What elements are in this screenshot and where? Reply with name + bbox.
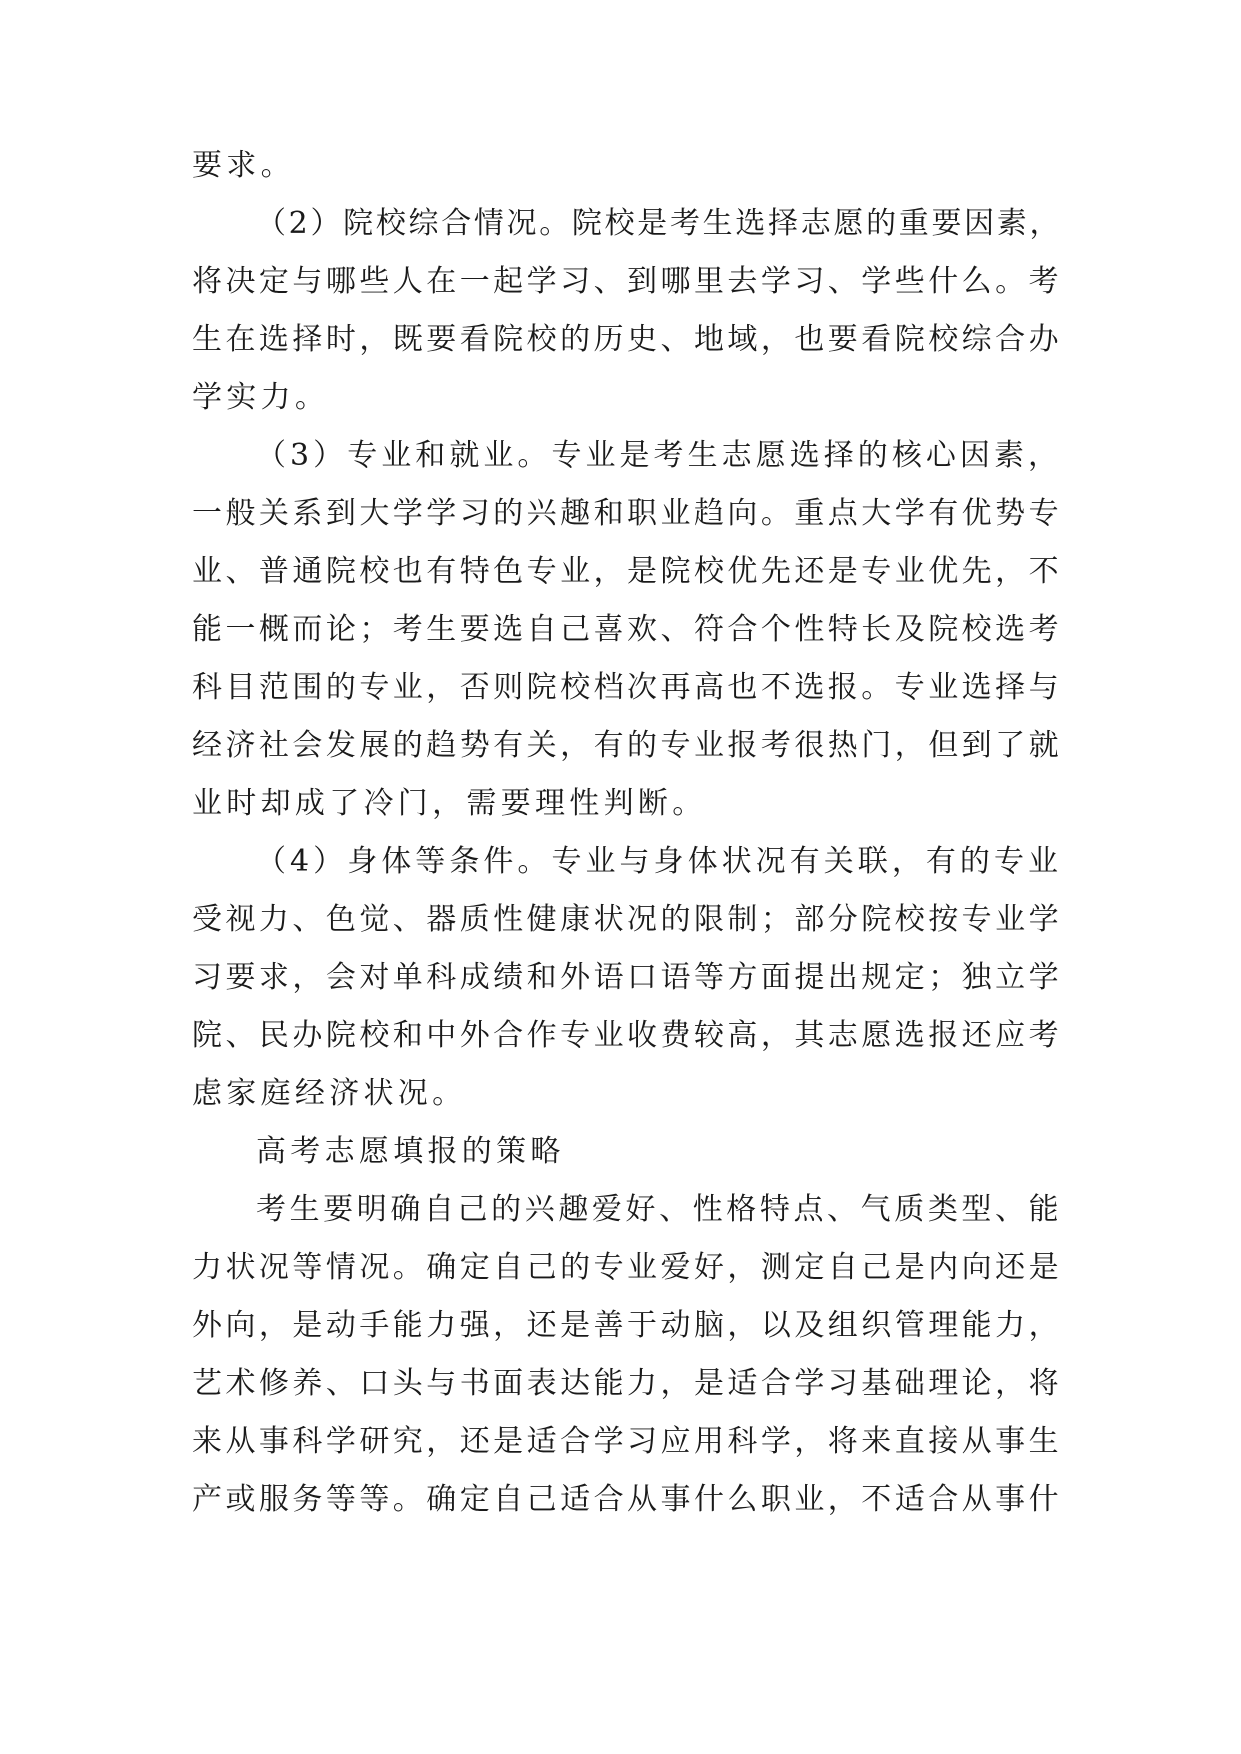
- text-line: 外向，是动手能力强，还是善于动脑，以及组织管理能力，: [192, 1308, 1062, 1343]
- text-line: 院、民办院校和中外合作专业收费较高，其志愿选报还应考: [192, 1018, 1062, 1053]
- text-line: 力状况等情况。确定自己的专业爱好，测定自己是内向还是: [192, 1250, 1062, 1285]
- text-line: 艺术修养、口头与书面表达能力，是适合学习基础理论，将: [192, 1366, 1062, 1401]
- text-line: 业、普通院校也有特色专业，是院校优先还是专业优先，不: [192, 554, 1062, 589]
- section-heading: 高考志愿填报的策略: [256, 1134, 565, 1169]
- text-line: 来从事科学研究，还是适合学习应用科学，将来直接从事生: [192, 1424, 1062, 1459]
- text-line: 要求。: [192, 148, 295, 183]
- text-line: 能一概而论；考生要选自己喜欢、符合个性特长及院校选考: [192, 612, 1062, 647]
- text-line: 经济社会发展的趋势有关，有的专业报考很热门，但到了就: [192, 728, 1062, 763]
- text-line: 生在选择时，既要看院校的历史、地域，也要看院校综合办: [192, 322, 1062, 357]
- text-line: （3）专业和就业。专业是考生志愿选择的核心因素，: [256, 438, 1062, 473]
- text-line: 习要求，会对单科成绩和外语口语等方面提出规定；独立学: [192, 960, 1062, 995]
- text-line: 虑家庭经济状况。: [192, 1076, 467, 1111]
- text-line: 考生要明确自己的兴趣爱好、性格特点、气质类型、能: [256, 1192, 1062, 1227]
- text-line: 业时却成了冷门，需要理性判断。: [192, 786, 707, 821]
- text-line: 学实力。: [192, 380, 330, 415]
- text-line: 一般关系到大学学习的兴趣和职业趋向。重点大学有优势专: [192, 496, 1062, 531]
- text-line: 受视力、色觉、器质性健康状况的限制；部分院校按专业学: [192, 902, 1062, 937]
- text-line: 科目范围的专业，否则院校档次再高也不选报。专业选择与: [192, 670, 1062, 705]
- text-line: 产或服务等等。确定自己适合从事什么职业，不适合从事什: [192, 1482, 1062, 1517]
- text-line: （4）身体等条件。专业与身体状况有关联，有的专业: [256, 844, 1062, 879]
- text-line: 将决定与哪些人在一起学习、到哪里去学习、学些什么。考: [192, 264, 1062, 299]
- text-line: （2）院校综合情况。院校是考生选择志愿的重要因素，: [256, 206, 1062, 241]
